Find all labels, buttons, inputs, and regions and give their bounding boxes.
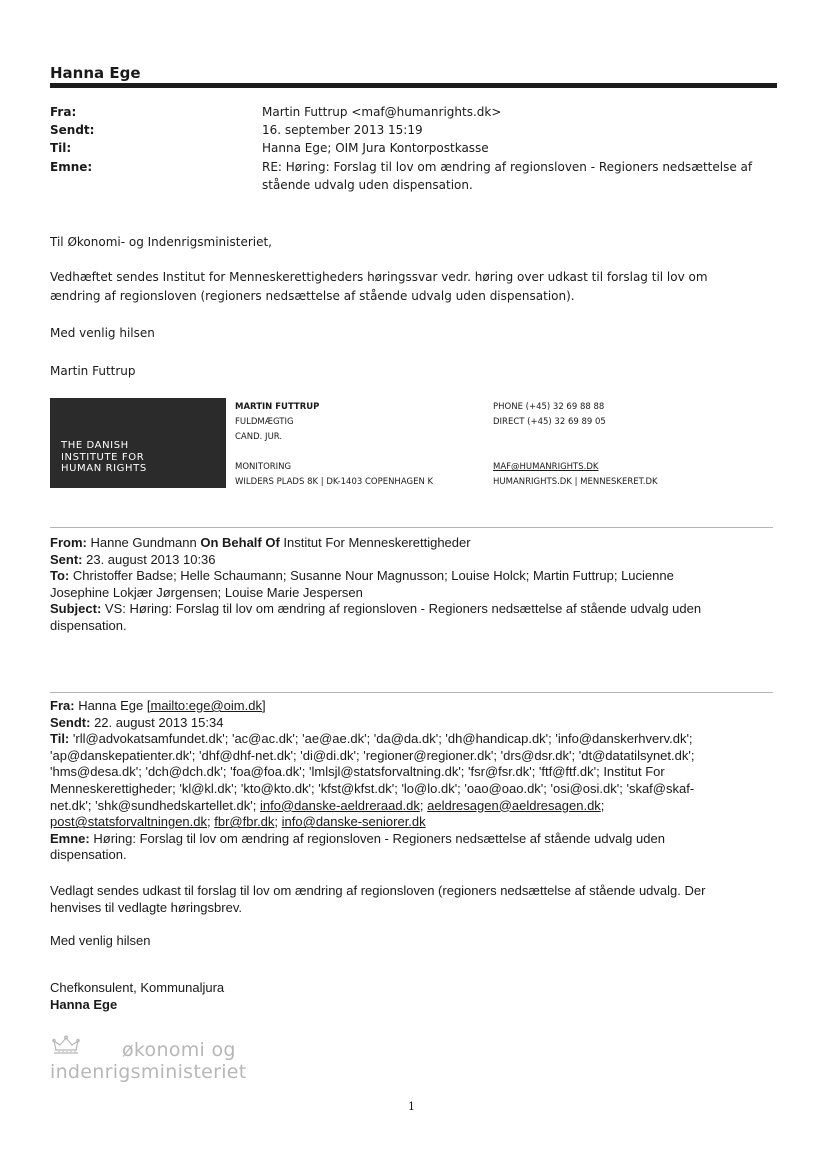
fwd2-til-line5: net.dk'; 'shk@sundhedskartellet.dk'; info@danske-aeldreraad.dk; aeldresagen@aeldresagen.dk; — [50, 797, 605, 813]
signature-title1: FULDMÆGTIG — [235, 417, 294, 427]
fwd1-from-label: From: — [50, 535, 87, 550]
fwd2-til-line3: 'hms@desa.dk'; 'dch@dch.dk'; 'foa@foa.dk'; 'lmlsjl@statsforvaltning.dk'; 'fsr@fsr.dk'; 'ftf@ftf.dk'; Institut For — [50, 764, 665, 780]
fwd1-from-line — [50, 535, 776, 552]
fwd1-sent-line — [50, 552, 776, 569]
institute-logo — [50, 398, 226, 488]
emne-value-line1: RE: Høring: Forslag til lov om ændring af regionsloven - Regioners nedsættelse af — [262, 160, 753, 174]
fwd2-link-fbr[interactable]: fbr@fbr.dk — [214, 814, 275, 830]
fwd2-emne-line2: dispensation. — [50, 847, 127, 863]
fwd2-til-line — [50, 731, 776, 748]
fwd2-til-line5-text: net.dk'; 'shk@sundhedskartellet.dk'; — [50, 797, 257, 813]
fwd2-til-line2: 'ap@danskepatienter.dk'; 'dhf@dhf-net.dk'; 'di@di.dk'; 'regioner@regioner.dk'; 'drs@dsr.dk'; 'dt@datatilsynet.dk'; — [50, 747, 695, 763]
sendt-value: 16. september 2013 15:19 — [262, 123, 423, 137]
fwd2-header — [50, 698, 776, 864]
body-paragraph-line2: ændring af regionsloven (regioners nedsættelse af stående udvalg uden dispensation). — [50, 289, 575, 303]
fwd2-emne-label: Emne: — [50, 830, 90, 846]
logo-line2: INSTITUTE FOR — [61, 451, 145, 463]
page-number: 1 — [408, 1100, 415, 1113]
ministry-logo-line2: indenrigsministeriet — [50, 1061, 247, 1083]
fwd2-signature — [50, 980, 776, 1013]
fwd1-header — [50, 535, 776, 635]
document-title: Hanna Ege — [50, 64, 141, 82]
signature-left-column — [235, 400, 433, 490]
fwd1-sent: 23. august 2013 10:36 — [86, 551, 216, 567]
separator — [50, 527, 773, 528]
fwd2-til-line4: Menneskerettigheder; 'kl@kl.dk'; 'kto@kto.dk'; 'kfst@kfst.dk'; 'lo@lo.dk'; 'oao@oao.dk'; 'osi@osi.dk'; 'skaf@skaf- — [50, 780, 695, 796]
fwd1-to-line1: Christoffer Badse; Helle Schaumann; Susanne Nour Magnusson; Louise Holck; Martin Futtrup; Lucienne — [72, 568, 674, 584]
signature-name: MARTIN FUTTRUP — [235, 402, 320, 412]
fwd1-from-org: Institut For Menneskerettigheder — [283, 535, 471, 550]
signature-right-column — [493, 400, 658, 490]
sendt-label: Sendt: — [50, 123, 95, 137]
fwd1-subject-label: Subject: — [50, 601, 102, 617]
greeting: Til Økonomi- og Indenrigsministeriet, — [50, 235, 272, 249]
fwd2-emne-line1: Høring: Forslag til lov om ændring af regionsloven - Regioners nedsættelse af stående udvalg uden — [93, 830, 665, 846]
sender-name: Martin Futtrup — [50, 364, 136, 378]
fwd2-link-aeldresagen[interactable]: aeldresagen@aeldresagen.dk — [427, 797, 601, 813]
emne-value-line2: stående udvalg uden dispensation. — [262, 178, 473, 192]
fra-value: Martin Futtrup <maf@humanrights.dk> — [262, 105, 502, 119]
signature-address: WILDERS PLADS 8K | DK-1403 COPENHAGEN K — [235, 477, 434, 487]
fwd2-body — [50, 883, 776, 916]
fwd2-body-line2: henvises til vedlagte høringsbrev. — [50, 899, 242, 915]
signature-direct: DIRECT (+45) 32 69 89 05 — [493, 417, 606, 427]
body-paragraph-line1: Vedhæftet sendes Institut for Menneskerettigheders høringssvar vedr. høring over udkast til forslag til lov om — [50, 270, 708, 284]
fwd1-subject-line1: VS: Høring: Forslag til lov om ændring af regionsloven - Regioners nedsættelse af stående udvalg uden — [104, 601, 702, 617]
fwd1-to-line2: Josephine Lokjær Jørgensen; Louise Marie Jespersen — [50, 584, 363, 600]
emne-label: Emne: — [50, 160, 93, 174]
fwd2-fra-label: Fra: — [50, 698, 75, 713]
fwd2-sendt-label: Sendt: — [50, 714, 91, 730]
signature-title2: CAND. JUR. — [235, 432, 283, 442]
closing: Med venlig hilsen — [50, 326, 155, 340]
fwd2-link-statsforvaltningen[interactable]: post@statsforvaltningen.dk — [50, 814, 208, 830]
crown-icon — [50, 1035, 82, 1057]
fwd1-subject-line2: dispensation. — [50, 617, 127, 633]
fwd2-til-line6: post@statsforvaltningen.dk; fbr@fbr.dk; info@danske-seniorer.dk — [50, 814, 426, 830]
fwd2-sendt: 22. august 2013 15:34 — [94, 714, 224, 730]
logo-line3: HUMAN RIGHTS — [61, 463, 147, 474]
title-rule — [50, 83, 777, 88]
signature-email-link[interactable]: MAF@HUMANRIGHTS.DK — [493, 462, 599, 472]
fwd2-fra-line — [50, 698, 776, 715]
fwd1-from-name: Hanne Gundmann — [90, 535, 197, 550]
fwd1-subject-line — [50, 601, 776, 618]
fwd2-link-aeldreraad[interactable]: info@danske-aeldreraad.dk — [260, 797, 420, 813]
logo-line1: THE DANISH — [61, 440, 129, 451]
til-label: Til: — [50, 141, 72, 155]
fwd2-mailto-link[interactable]: [mailto:ege@oim.dk] — [146, 698, 266, 713]
fwd1-to-line — [50, 568, 776, 585]
fwd2-sendt-line — [50, 715, 776, 732]
fwd2-link-seniorer[interactable]: info@danske-seniorer.dk — [281, 814, 426, 830]
fwd2-body-line1: Vedlagt sendes udkast til forslag til lov om ændring af regionsloven (regioners nedsættelse af stående udvalg. Der — [50, 883, 706, 898]
fwd2-fra: Hanna Ege — [78, 698, 144, 713]
ministry-logo-line1: økonomi og — [122, 1039, 236, 1061]
fwd1-sent-label: Sent: — [50, 551, 83, 567]
fra-label: Fra: — [50, 105, 77, 119]
fwd2-til-label: Til: — [50, 731, 70, 747]
fwd2-til-line1: 'rll@advokatsamfundet.dk'; 'ac@ac.dk'; 'ae@ae.dk'; 'da@da.dk'; 'dh@handicap.dk'; 'info@danskerhverv.dk'; — [72, 731, 693, 747]
fwd2-closing: Med venlig hilsen — [50, 933, 151, 948]
fwd1-on-behalf: On Behalf Of — [200, 535, 280, 550]
signature-phone: PHONE (+45) 32 69 88 88 — [493, 402, 605, 412]
fwd2-emne-line — [50, 831, 776, 848]
signature-dept: MONITORING — [235, 462, 292, 472]
separator — [50, 692, 773, 693]
fwd2-sender-title: Chefkonsulent, Kommunaljura — [50, 980, 225, 995]
fwd2-sender-name: Hanna Ege — [50, 996, 118, 1012]
til-value: Hanna Ege; OIM Jura Kontorpostkasse — [262, 141, 489, 155]
fwd1-to-label: To: — [50, 568, 70, 584]
signature-web: HUMANRIGHTS.DK | MENNESKERET.DK — [493, 477, 658, 487]
